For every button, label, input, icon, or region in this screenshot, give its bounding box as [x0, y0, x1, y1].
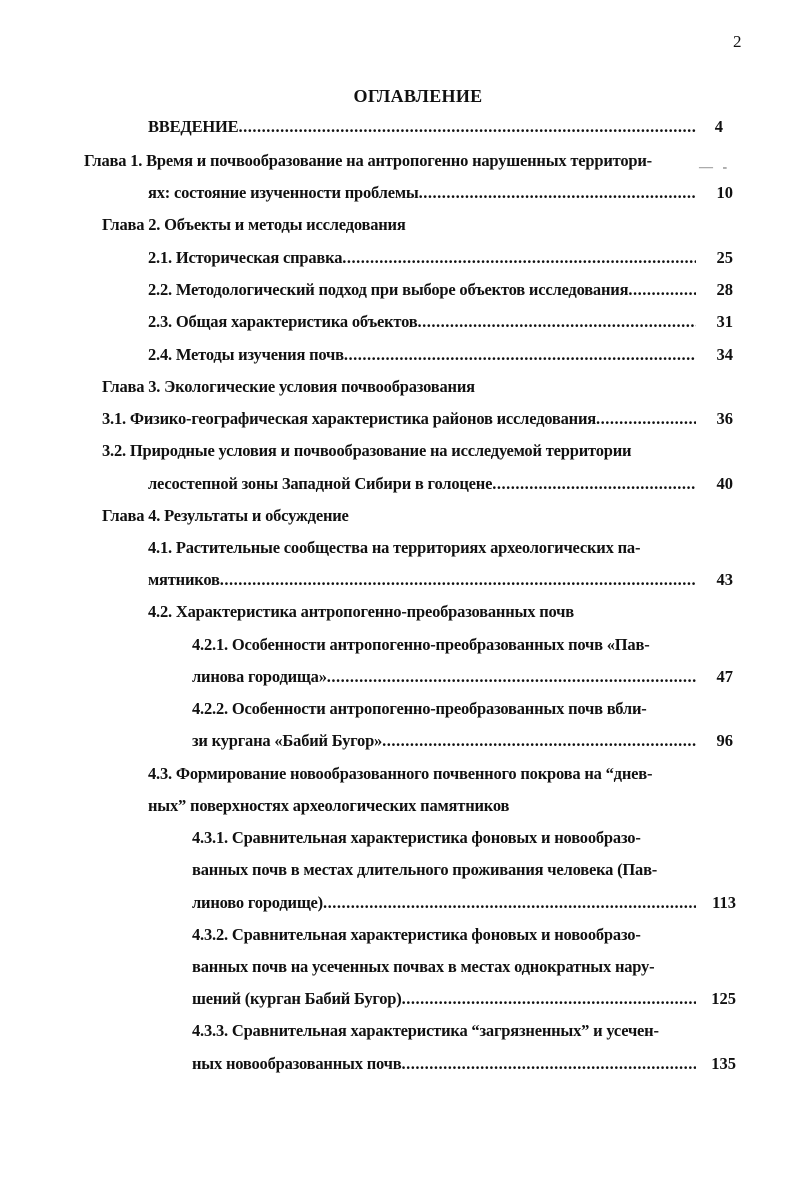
toc-entry-label: Глава 3. Экологические условия почвообразования	[102, 377, 475, 396]
toc-entry-label: Глава 1. Время и почвообразование на антропогенно нарушенных территори-	[84, 151, 652, 170]
toc-entry-label: ях: состояние изученности проблемы	[148, 183, 419, 202]
leader-dots	[323, 893, 696, 913]
toc-entry-4-3-cont[interactable]	[148, 796, 696, 820]
toc-entry-2-4[interactable]	[148, 345, 696, 369]
toc-entry-label: 3.2. Природные условия и почвообразование на исследуемой территории	[102, 441, 632, 460]
toc-page-number: 28	[716, 280, 733, 299]
toc-entry-label: Глава 4. Результаты и обсуждение	[102, 506, 349, 525]
toc-entry-chapter-1-cont[interactable]	[148, 183, 696, 207]
toc-entry-label: мятников	[148, 570, 220, 589]
toc-entry-introduction[interactable]	[148, 117, 696, 141]
toc-entry-label: 4.3. Формирование новообразованного почвенного покрова на “днев-	[148, 764, 653, 783]
toc-page-number: 125	[711, 989, 736, 1008]
toc-entry-4-3-2-line3[interactable]	[192, 989, 696, 1013]
leader-dots	[238, 117, 696, 137]
dash-mark: — -	[699, 160, 731, 175]
leader-dots	[344, 345, 696, 365]
toc-entry-label: ВВЕДЕНИЕ	[148, 117, 239, 136]
toc-entry-label: линова городища»	[192, 667, 327, 686]
leader-dots	[419, 183, 696, 203]
toc-entry-label: 4.2.2. Особенности антропогенно-преобразованных почв вбли-	[192, 699, 647, 718]
page-number: 2	[733, 32, 742, 51]
toc-page-number: 10	[716, 183, 733, 202]
toc-entry-chapter-3[interactable]	[102, 377, 702, 401]
leader-dots	[342, 248, 696, 268]
toc-entry-4-3-1-line2[interactable]	[192, 860, 702, 884]
toc-page-number: 36	[716, 409, 733, 428]
toc-entry-4-2-2[interactable]	[192, 699, 702, 723]
toc-entry-label: 2.3. Общая характеристика объектов	[148, 312, 418, 331]
toc-entry-3-2-cont[interactable]	[148, 474, 696, 498]
toc-page-number: 47	[716, 667, 733, 686]
toc-entry-label: 4.3.3. Сравнительная характеристика “загрязненных” и усечен-	[192, 1021, 659, 1040]
toc-entry-4-3-3[interactable]	[192, 1021, 702, 1045]
toc-entry-4-3-2-line2[interactable]	[192, 957, 702, 981]
toc-entry-4-3-1[interactable]	[192, 828, 702, 852]
leader-dots	[327, 667, 696, 687]
toc-page-number: 31	[716, 312, 733, 331]
toc-entry-label: зи кургана «Бабий Бугор»	[192, 731, 383, 750]
toc-entry-label: 4.1. Растительные сообщества на территориях археологических па-	[148, 538, 641, 557]
toc-entry-label: ванных почв на усеченных почвах в местах однократных нару-	[192, 957, 655, 976]
toc-entry-2-3[interactable]	[148, 312, 696, 336]
toc-entry-label: 4.2. Характеристика антропогенно-преобразованных почв	[148, 602, 574, 621]
leader-dots	[402, 989, 696, 1009]
toc-entry-4-3[interactable]	[148, 764, 708, 788]
toc-entry-4-3-2[interactable]	[192, 925, 702, 949]
toc-entry-label: лесостепной зоны Западной Сибири в голоцене	[148, 474, 493, 493]
toc-page-number: 40	[716, 474, 733, 493]
leader-dots	[492, 474, 696, 494]
toc-entry-label: линово городище)	[192, 893, 323, 912]
toc-entry-4-2-1[interactable]	[192, 635, 702, 659]
toc-page-number: 34	[716, 345, 733, 364]
toc-page-number: 135	[711, 1054, 736, 1073]
toc-entry-4-3-3-cont[interactable]	[192, 1054, 696, 1078]
toc-entry-label: 3.1. Физико-географическая характеристика районов исследования	[102, 409, 596, 428]
leader-dots	[382, 731, 696, 751]
toc-entry-label: ных” поверхностях археологических памятников	[148, 796, 510, 815]
toc-entry-chapter-2[interactable]	[102, 215, 702, 239]
toc-entry-4-2[interactable]	[148, 602, 696, 626]
toc-entry-label: ванных почв в местах длительного проживания человека (Пав-	[192, 860, 658, 879]
toc-entry-label: 4.2.1. Особенности антропогенно-преобразованных почв «Пав-	[192, 635, 650, 654]
toc-entry-4-2-1-cont[interactable]	[192, 667, 696, 691]
toc-entry-label: 2.1. Историческая справка	[148, 248, 343, 267]
toc-entry-2-2[interactable]	[148, 280, 696, 304]
leader-dots	[220, 570, 696, 590]
toc-entry-4-1-cont[interactable]	[148, 570, 696, 594]
toc-entry-label: 4.3.2. Сравнительная характеристика фоновых и новообразо-	[192, 925, 641, 944]
toc-entry-label: 4.3.1. Сравнительная характеристика фоновых и новообразо-	[192, 828, 641, 847]
toc-entry-chapter-1[interactable]	[86, 151, 706, 175]
toc-page-number: 113	[712, 893, 736, 912]
toc-entry-label: 2.2. Методологический подход при выборе объектов исследования	[148, 280, 629, 299]
toc-entry-label: шений (курган Бабий Бугор)	[192, 989, 402, 1008]
leader-dots	[596, 409, 696, 429]
leader-dots	[417, 312, 696, 332]
toc-entry-label: 2.4. Методы изучения почв	[148, 345, 344, 364]
toc-entry-4-2-2-cont[interactable]	[192, 731, 696, 755]
toc-page-number: 25	[716, 248, 733, 267]
toc-entry-chapter-4[interactable]	[102, 506, 702, 530]
toc-page-number: 43	[716, 570, 733, 589]
toc-entry-label: ных новообразованных почв	[192, 1054, 402, 1073]
toc-entry-4-1[interactable]	[148, 538, 696, 562]
leader-dots	[401, 1054, 696, 1074]
toc-title: ОГЛАВЛЕНИЕ	[353, 86, 483, 106]
toc-page-number: 4	[714, 117, 723, 136]
toc-page-number: 96	[716, 731, 733, 750]
toc-entry-2-1[interactable]	[148, 248, 696, 272]
toc-entry-3-2[interactable]	[102, 441, 702, 465]
toc-entry-label: Глава 2. Объекты и методы исследования	[102, 215, 406, 234]
toc-entry-4-3-1-line3[interactable]	[192, 893, 696, 917]
toc-entry-3-1[interactable]	[102, 409, 696, 433]
